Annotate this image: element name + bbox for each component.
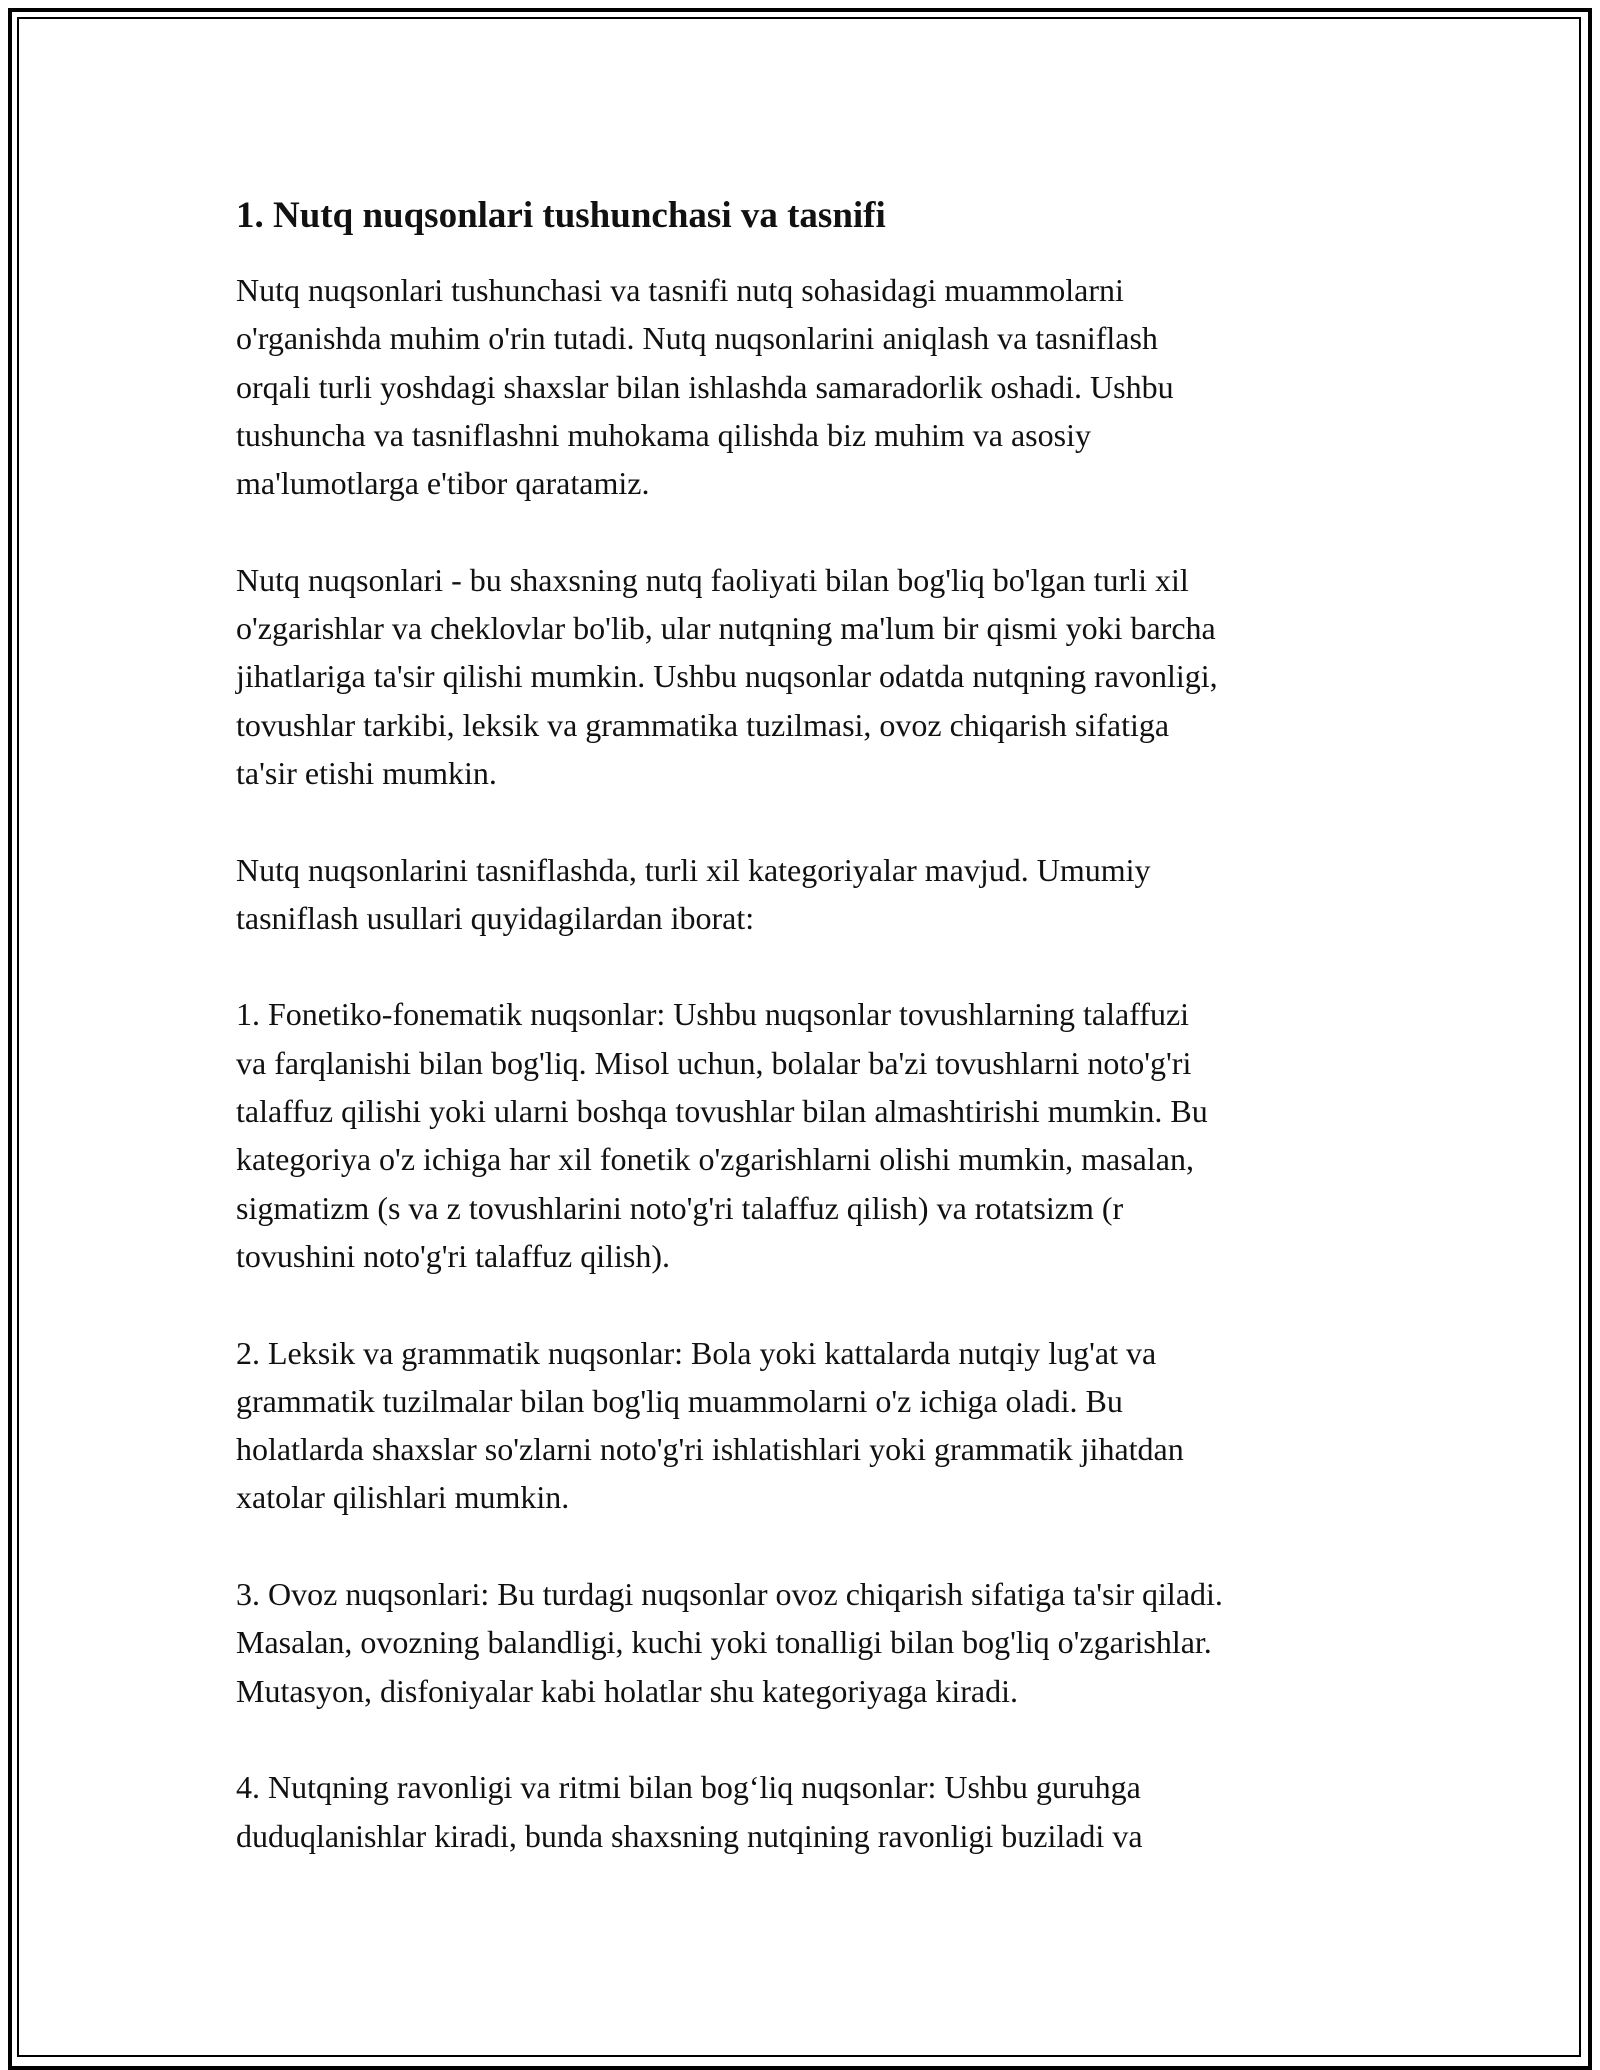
list-item-fluency-rhythm: 4. Nutqning ravonligi va ritmi bilan bog‘liq nuqsonlar: Ushbu guruhga duduqlanishlar kiradi, bunda shaxsning nutqining ravonligi buziladi va — [236, 1769, 1143, 1854]
document-body — [236, 192, 1376, 1860]
paragraph-intro: Nutq nuqsonlari tushunchasi va tasnifi nutq sohasidagi muammolarni o'rganishda muhim o'rin tutadi. Nutq nuqsonlarini aniqlash va tasniflash orqali turli yoshdagi shaxslar bilan ishlashda samaradorlik oshadi. Ushbu tushuncha va tasniflashni muhokama qilishda biz muhim va asosiy ma'lumotlarga e'tibor qaratamiz. — [236, 272, 1174, 502]
paragraph-classification-intro: Nutq nuqsonlarini tasniflashda, turli xil kategoriyalar mavjud. Umumiy tasniflash usullari quyidagilardan iborat: — [236, 851, 1151, 936]
paragraph-definition: Nutq nuqsonlari - bu shaxsning nutq faoliyati bilan bog'liq bo'lgan turli xil o'zgarishlar va cheklovlar bo'lib, ular nutqning ma'lum bir qismi yoki barcha jihatlariga ta'sir qilishi mumkin. Ushbu nuqsonlar odatda nutqning ravonligi, tovushlar tarkibi, leksik va grammatika tuzilmasi, ovoz chiqarish sifatiga ta'sir etishi mumkin. — [236, 561, 1218, 791]
list-item-lexical-grammatical: 2. Leksik va grammatik nuqsonlar: Bola yoki kattalarda nutqiy lug'at va grammatik tuzilmalar bilan bog'liq muammolarni o'z ichiga oladi. Bu holatlarda shaxslar so'zlarni noto'g'ri ishlatishlari yoki grammatik jihatdan xatolar qilishlari mumkin. — [236, 1334, 1184, 1516]
document-title: 1. Nutq nuqsonlari tushunchasi va tasnifi — [236, 195, 886, 236]
list-item-phonetic: 1. Fonetiko-fonematik nuqsonlar: Ushbu nuqsonlar tovushlarning talaffuzi va farqlanishi bilan bog'liq. Misol uchun, bolalar ba'zi tovushlarni noto'g'ri talaffuz qilishi yoki ularni boshqa tovushlar bilan almashtirishi mumkin. Bu kategoriya o'z ichiga har xil fonetik o'zgarishlarni olishi mumkin, masalan, sigmatizm (s va z tovushlarini noto'g'ri talaffuz qilish) va rotatsizm (r tovushini noto'g'ri talaffuz qilish). — [236, 996, 1208, 1274]
list-item-voice: 3. Ovoz nuqsonlari: Bu turdagi nuqsonlar ovoz chiqarish sifatiga ta'sir qiladi. Masalan, ovozning balandligi, kuchi yoki tonalligi bilan bog'liq o'zgarishlar. Mutasyon, disfoniyalar kabi holatlar shu kategoriyaga kiradi. — [236, 1576, 1223, 1709]
